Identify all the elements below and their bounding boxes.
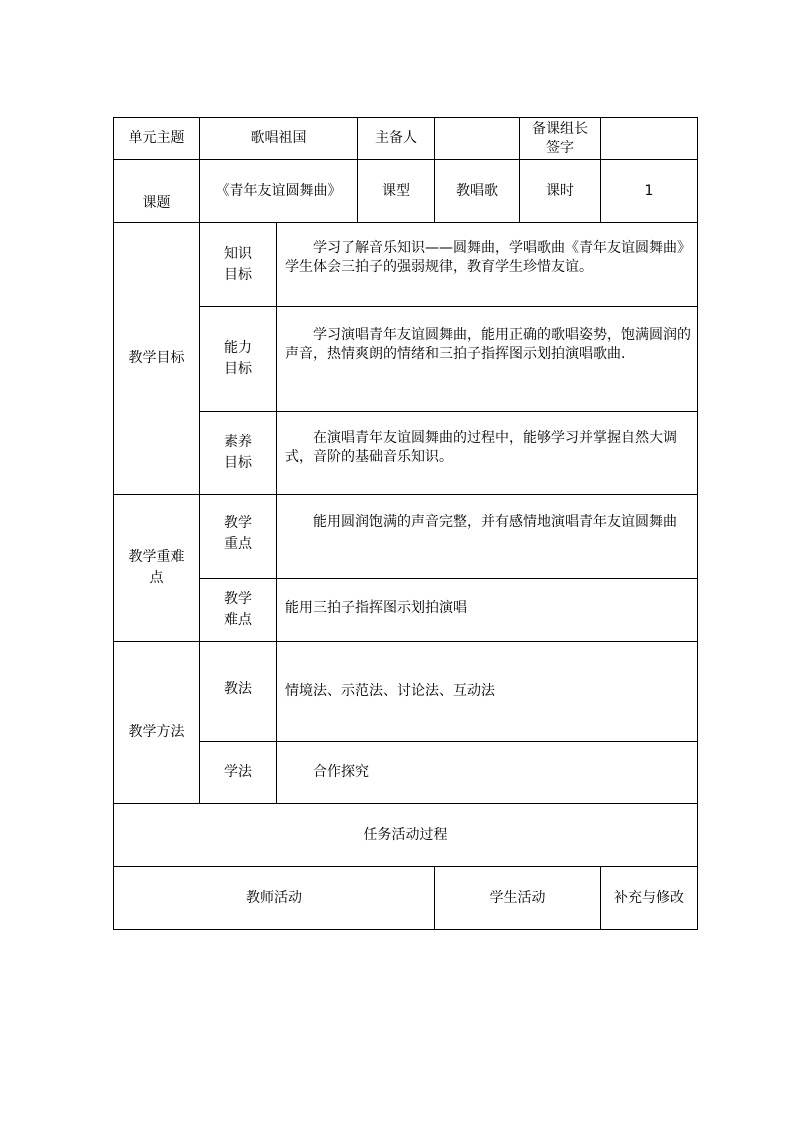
literacy-goal-label-line2: 目标 bbox=[224, 455, 252, 471]
process-header-row bbox=[114, 867, 698, 930]
teaching-method-label: 教法 bbox=[200, 642, 277, 742]
group-leader-sign-label-line1: 备课组长 bbox=[532, 120, 588, 137]
knowledge-goal-paragraph: 学习了解音乐知识——圆舞曲，学唱歌曲《青年友谊圆舞曲》学生体会三拍子的强弱规律，教育学生珍惜友谊。 bbox=[285, 240, 691, 275]
header-row bbox=[114, 118, 698, 160]
literacy-goal-label-line1: 素养 bbox=[224, 434, 252, 450]
difficulty-text: 能用三拍子指挥图示划拍演唱 bbox=[277, 579, 698, 642]
group-leader-sign-value bbox=[601, 118, 698, 160]
group-leader-sign-label-line2: 签字 bbox=[546, 139, 574, 156]
goal-knowledge-row bbox=[114, 223, 698, 307]
keypoint-focus-row bbox=[114, 495, 698, 579]
process-title-row bbox=[114, 804, 698, 867]
literacy-goal-label bbox=[200, 412, 277, 495]
knowledge-goal-label-line1: 知识 bbox=[224, 245, 252, 262]
keypoints-label bbox=[114, 495, 200, 642]
literacy-goal-text bbox=[277, 412, 698, 495]
goal-literacy-row bbox=[114, 412, 698, 495]
literacy-goal-paragraph: 在演唱青年友谊圆舞曲的过程中，能够学习并掌握自然大调式，音阶的基础音乐知识。 bbox=[285, 430, 677, 465]
teaching-methods-label: 教学方法 bbox=[114, 642, 200, 804]
ability-goal-label bbox=[200, 307, 277, 412]
focus-label-line1: 教学 bbox=[224, 515, 252, 531]
focus-label bbox=[200, 495, 277, 579]
methods-learning-row bbox=[114, 742, 698, 804]
keypoints-label-line1: 教学重难 bbox=[128, 549, 185, 565]
learning-method-label: 学法 bbox=[200, 742, 277, 804]
focus-paragraph: 能用圆润饱满的声音完整，并有感情地演唱青年友谊圆舞曲 bbox=[313, 514, 677, 530]
teacher-activity-header: 教师活动 bbox=[114, 867, 435, 930]
group-leader-sign-label bbox=[520, 118, 601, 160]
lesson-periods-label: 课时 bbox=[520, 160, 601, 223]
ability-goal-label-line2: 目标 bbox=[224, 361, 252, 377]
lesson-periods-value: 1 bbox=[601, 160, 698, 223]
teaching-goals-label: 教学目标 bbox=[114, 223, 200, 495]
keypoint-difficulty-row bbox=[114, 579, 698, 642]
difficulty-label-line1: 教学 bbox=[224, 591, 252, 607]
lesson-title-label: 课题 bbox=[114, 160, 200, 223]
unit-theme-value: 歌唱祖国 bbox=[200, 118, 358, 160]
knowledge-goal-label bbox=[200, 223, 277, 307]
lesson-type-label: 课型 bbox=[358, 160, 435, 223]
lesson-type-value: 教唱歌 bbox=[435, 160, 520, 223]
ability-goal-paragraph: 学习演唱青年友谊圆舞曲，能用正确的歌唱姿势，饱满圆润的声音，热情爽朗的情绪和三拍子指挥图示划拍演唱歌曲. bbox=[285, 327, 691, 362]
lead-preparer-label: 主备人 bbox=[358, 118, 435, 160]
notes-header: 补充与修改 bbox=[601, 867, 698, 930]
ability-goal-text bbox=[277, 307, 698, 412]
process-title: 任务活动过程 bbox=[114, 804, 698, 867]
lesson-plan-table bbox=[113, 117, 698, 930]
knowledge-goal-text bbox=[277, 223, 698, 307]
lesson-row bbox=[114, 160, 698, 223]
teaching-method-text: 情境法、示范法、讨论法、互动法 bbox=[277, 642, 698, 742]
focus-label-line2: 重点 bbox=[224, 536, 252, 552]
focus-text bbox=[277, 495, 698, 579]
lead-preparer-value bbox=[435, 118, 520, 160]
lesson-title-value: 《青年友谊圆舞曲》 bbox=[200, 160, 358, 223]
knowledge-goal-label-line2: 目标 bbox=[224, 266, 252, 283]
goal-ability-row bbox=[114, 307, 698, 412]
difficulty-label-line2: 难点 bbox=[224, 612, 252, 628]
unit-theme-label: 单元主题 bbox=[114, 118, 200, 160]
difficulty-label bbox=[200, 579, 277, 642]
methods-teaching-row bbox=[114, 642, 698, 742]
learning-method-text: 合作探究 bbox=[277, 742, 698, 804]
student-activity-header: 学生活动 bbox=[435, 867, 601, 930]
ability-goal-label-line1: 能力 bbox=[224, 340, 252, 356]
keypoints-label-line2: 点 bbox=[149, 570, 164, 586]
